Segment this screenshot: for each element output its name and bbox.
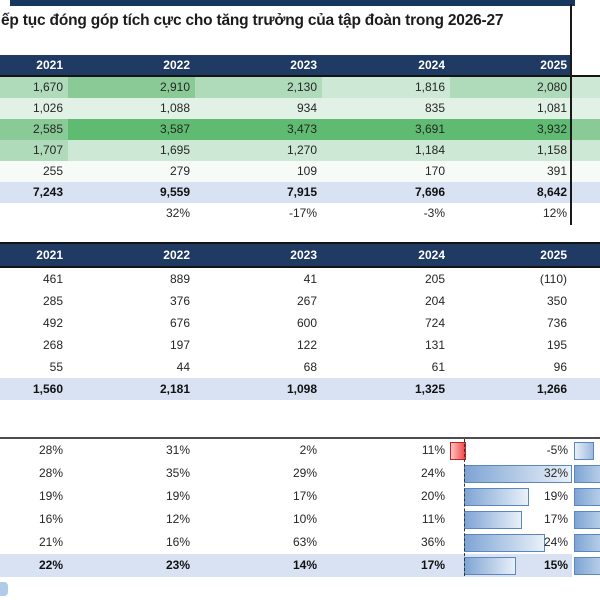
- databar-value-label: 15%: [543, 558, 568, 572]
- percent-row: [0, 485, 600, 508]
- value-cell: 2,585: [0, 119, 68, 140]
- edge-cell: [572, 268, 600, 290]
- value-cell: 2,130: [195, 77, 322, 98]
- edge-databar: [574, 442, 594, 460]
- value-cell: 197: [169, 338, 190, 352]
- edge-databar: [574, 557, 600, 575]
- edge-databar: [574, 511, 600, 529]
- year-header-row: [0, 242, 600, 268]
- edge-cell: [572, 356, 600, 378]
- value-cell: 724: [424, 316, 445, 330]
- databar-value-label: 32%: [543, 466, 568, 480]
- edge-databar-cell: [572, 531, 600, 554]
- total-cell: 8,642: [536, 185, 567, 199]
- total-cell: 1,098: [286, 382, 317, 396]
- data-row: [0, 290, 600, 312]
- growth-cell: [0, 203, 68, 224]
- databar-value-label: 19%: [543, 489, 568, 503]
- year-cell: 2023: [290, 248, 317, 262]
- pct-cell: 17%: [322, 554, 450, 577]
- edge-databar-cell: [572, 462, 600, 485]
- value-cell: 1,816: [322, 77, 450, 98]
- databar-axis: [464, 439, 465, 576]
- pct-cell: 19%: [165, 489, 190, 503]
- pct-cell: 23%: [68, 554, 195, 577]
- value-cell: 2,910: [68, 77, 195, 98]
- databar-cell: [450, 462, 572, 485]
- data-row: [0, 312, 600, 334]
- value-cell: 122: [296, 338, 317, 352]
- edge-databar: [574, 488, 600, 506]
- value-cell: 131: [424, 338, 445, 352]
- databar-cell: [450, 485, 572, 508]
- positive-databar: [464, 557, 516, 575]
- year-cell: 2021: [36, 248, 63, 262]
- databar-cell: [450, 439, 572, 462]
- value-cell: 736: [546, 316, 567, 330]
- databar-cell: [450, 531, 572, 554]
- databar-value-label: 17%: [543, 512, 568, 526]
- edge-cell: [572, 290, 600, 312]
- pct-cell: 11%: [421, 443, 445, 457]
- value-cell: 889: [169, 272, 190, 286]
- vertical-divider: [570, 4, 572, 225]
- value-cell: 170: [322, 161, 450, 182]
- pct-cell: 24%: [420, 466, 445, 480]
- bottom-left-accent: [0, 582, 8, 596]
- total-cell: 2,181: [159, 382, 190, 396]
- value-cell: 41: [303, 272, 317, 286]
- percent-row: [0, 531, 600, 554]
- growth-cell: 32%: [165, 206, 190, 220]
- edge-cell: [572, 203, 600, 224]
- value-cell: 205: [424, 272, 445, 286]
- pct-cell: 63%: [292, 535, 317, 549]
- growth-cell: 12%: [542, 206, 567, 220]
- value-cell: 1,088: [68, 98, 195, 119]
- growth-row: [0, 203, 600, 224]
- pct-cell: 10%: [292, 512, 317, 526]
- year-cell: 2024: [418, 248, 445, 262]
- year-header-row: [0, 55, 600, 77]
- pct-cell: 2%: [299, 443, 317, 457]
- pct-cell: 35%: [165, 466, 190, 480]
- positive-databar: [464, 534, 545, 552]
- pct-cell: 19%: [38, 489, 63, 503]
- value-cell: 492: [42, 316, 63, 330]
- value-cell: 1,670: [0, 77, 68, 98]
- edge-databar-cell: [572, 439, 600, 462]
- edge-cell: [572, 182, 600, 203]
- percent-row: [0, 439, 600, 462]
- databar-cell: [450, 508, 572, 531]
- edge-cell: [572, 312, 600, 334]
- value-cell: 1,026: [0, 98, 68, 119]
- value-cell: 61: [431, 360, 445, 374]
- percent-row: [0, 508, 600, 531]
- pct-cell: 28%: [38, 466, 63, 480]
- total-row: [0, 182, 600, 203]
- heatmap-row: [0, 77, 600, 98]
- value-cell: 55: [49, 360, 63, 374]
- edge-databar: [574, 534, 600, 552]
- value-cell: 96: [553, 360, 567, 374]
- pct-cell: 16%: [165, 535, 190, 549]
- value-cell: 285: [42, 294, 63, 308]
- total-cell: 1,266: [536, 382, 567, 396]
- heatmap-row: [0, 119, 600, 140]
- pct-cell: 29%: [292, 466, 317, 480]
- edge-databar-cell: [572, 485, 600, 508]
- value-cell: 195: [546, 338, 567, 352]
- value-cell: 1,081: [450, 98, 572, 119]
- value-cell: 68: [303, 360, 317, 374]
- value-cell: 3,473: [195, 119, 322, 140]
- edge-databar: [574, 465, 600, 483]
- edge-cell: [572, 244, 600, 266]
- value-cell: 1,695: [68, 140, 195, 161]
- value-cell: (110): [539, 272, 567, 286]
- year-cell: 2024: [322, 55, 450, 75]
- pct-cell: 14%: [195, 554, 322, 577]
- value-cell: 461: [42, 272, 63, 286]
- percent-row: [0, 554, 600, 577]
- value-cell: 255: [0, 161, 68, 182]
- total-cell: 9,559: [159, 185, 190, 199]
- edge-cell: [572, 55, 600, 75]
- year-cell: 2022: [68, 55, 195, 75]
- edge-cell: [572, 378, 600, 400]
- growth-cell: -3%: [423, 206, 445, 220]
- table-2: [0, 242, 600, 400]
- total-cell: 1,325: [414, 382, 445, 396]
- year-cell: 2023: [195, 55, 322, 75]
- value-cell: 44: [176, 360, 190, 374]
- databar-value-label: 24%: [543, 535, 568, 549]
- value-cell: 376: [169, 294, 190, 308]
- value-cell: 1,184: [322, 140, 450, 161]
- value-cell: 2,080: [450, 77, 572, 98]
- edge-databar-cell: [572, 508, 600, 531]
- edge-cell: [572, 77, 600, 98]
- positive-databar: [464, 488, 529, 506]
- pct-cell: 22%: [0, 554, 68, 577]
- pct-cell: 36%: [420, 535, 445, 549]
- positive-databar: [464, 511, 522, 529]
- total-row: [0, 378, 600, 400]
- edge-cell: [572, 161, 600, 182]
- value-cell: 3,691: [322, 119, 450, 140]
- edge-cell: [572, 140, 600, 161]
- total-cell: 7,915: [286, 185, 317, 199]
- edge-cell: [572, 119, 600, 140]
- value-cell: 1,158: [450, 140, 572, 161]
- value-cell: 350: [546, 294, 567, 308]
- pct-cell: 16%: [38, 512, 63, 526]
- value-cell: 835: [322, 98, 450, 119]
- heatmap-row: [0, 98, 600, 119]
- total-cell: 1,560: [32, 382, 63, 396]
- pct-cell: 20%: [420, 489, 445, 503]
- table-3-databars: [0, 437, 600, 577]
- value-cell: 391: [450, 161, 572, 182]
- page-title: ếp tục đóng góp tích cực cho tăng trưởng của tập đoàn trong 2026-27: [1, 12, 504, 29]
- value-cell: 279: [68, 161, 195, 182]
- databar-cell: [450, 554, 572, 577]
- pct-cell: 28%: [38, 443, 63, 457]
- edge-databar-cell: [572, 554, 600, 577]
- value-cell: 268: [42, 338, 63, 352]
- value-cell: 600: [296, 316, 317, 330]
- top-strip: [10, 0, 575, 6]
- total-cell: 7,696: [414, 185, 445, 199]
- pct-cell: 21%: [38, 535, 63, 549]
- year-cell: 2025: [540, 248, 567, 262]
- pct-cell: 12%: [165, 512, 190, 526]
- percent-row: [0, 462, 600, 485]
- value-cell: 1,270: [195, 140, 322, 161]
- value-cell: 3,932: [450, 119, 572, 140]
- value-cell: 1,707: [0, 140, 68, 161]
- year-cell: 2021: [0, 55, 68, 75]
- pct-cell: 11%: [421, 512, 445, 526]
- value-cell: 676: [169, 316, 190, 330]
- heatmap-row: [0, 161, 600, 182]
- data-row: [0, 268, 600, 290]
- value-cell: 934: [195, 98, 322, 119]
- year-cell: 2022: [163, 248, 190, 262]
- data-row: [0, 356, 600, 378]
- heatmap-row: [0, 140, 600, 161]
- edge-cell: [572, 98, 600, 119]
- value-cell: 267: [296, 294, 317, 308]
- year-cell: 2025: [450, 55, 572, 75]
- growth-cell: -17%: [288, 206, 317, 220]
- value-cell: 109: [195, 161, 322, 182]
- value-cell: 204: [424, 294, 445, 308]
- pct-cell: 17%: [292, 489, 317, 503]
- table-1-heatmap: [0, 55, 600, 224]
- edge-cell: [572, 334, 600, 356]
- data-row: [0, 334, 600, 356]
- pct-cell: 31%: [165, 443, 190, 457]
- databar-value-label: -5%: [546, 443, 568, 457]
- total-cell: 7,243: [32, 185, 63, 199]
- value-cell: 3,587: [68, 119, 195, 140]
